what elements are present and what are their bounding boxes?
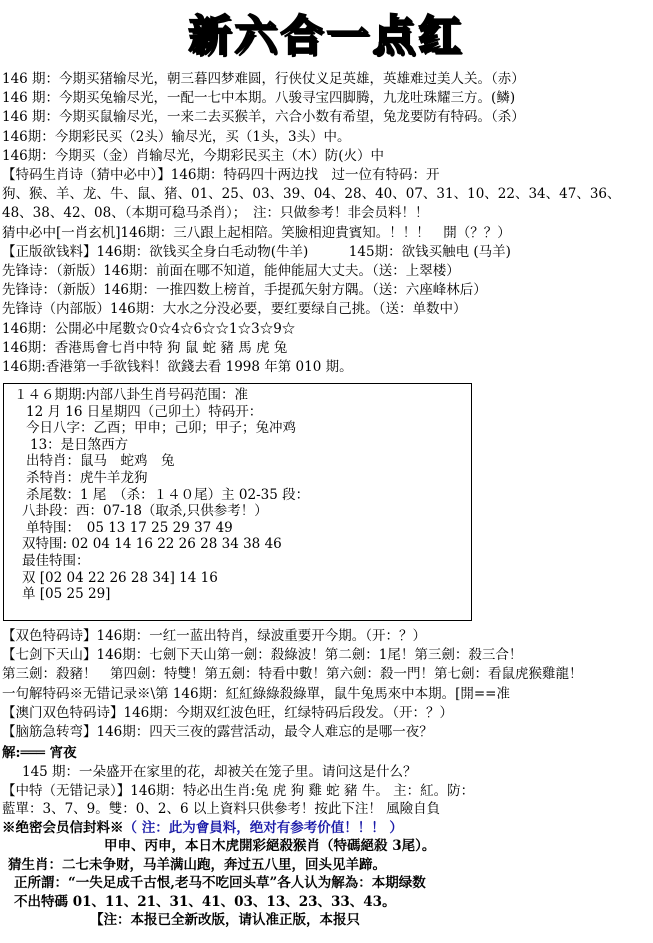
bagua-box: [3, 383, 472, 621]
text-line: 先锋诗：（新版）146期：前面在哪不知道，能伸能屈大丈夫。（送：上翠楼）: [2, 263, 460, 279]
text-line: 【正版欲钱料】146期：欲钱买全身白毛动物(牛羊) 145期：欲钱买触电 (马羊): [2, 243, 511, 260]
bottom-line: 【注：本报已全新改版，请认准正版，本报只: [90, 912, 360, 929]
riddle-line: 145 期：一朵盛开在家里的花，却被关在笼子里。请问这是什么？: [22, 764, 417, 780]
text-line: 一句解特码※无错记录※\第 146期：紅紅綠綠殺綠單，鼠牛兔馬來中本期。[開==准: [2, 685, 510, 702]
zhongte-line: 【中特（无错记录）】146期：特必出生肖:兔 虎 狗 雞 蛇 豬 牛。 主：紅。防：: [2, 783, 475, 799]
bottom-line: 甲申、丙申，本日木虎開彩絕殺猴肖（特碼絕殺 3尾）。: [104, 838, 436, 854]
text-line: 【澳门双色特码诗】146期：今期双红波色旺，红绿特码后段发。（开：？）: [2, 704, 454, 721]
text-line: 146期：香港馬會七肖中特 狗 鼠 蛇 豬 馬 虎 兔: [2, 339, 288, 356]
box-line: 双 [02 04 22 26 28 34] 14 16: [22, 569, 218, 586]
text-line: 146期：公開必中尾數☆0☆4☆6☆☆1☆3☆9☆: [2, 320, 296, 337]
text-line: 狗、猴、羊、龙、牛、鼠、猪、01、25、03、39、04、28、40、07、31、10、22、34、47、36、: [2, 186, 621, 203]
zhongte-line-2: 藍單：3、7、9。雙：0、2、6 以上資料只供參考！按此下注！ 風險自負: [2, 801, 441, 817]
member-label: ※绝密会员信封料※: [2, 820, 124, 836]
text-line: 先锋诗：（新版）146期：一推四数上榜首，手提孤矢射方隅。（送：六座峰林后）: [2, 282, 487, 299]
text-line: 146 期：今期买猪输尽光，朝三暮四梦难圆，行侠仗义足英雄，英雄难过美人关。（赤）: [2, 71, 525, 87]
box-line: 今日八字：乙酉；甲申；己卯；甲子；兔冲鸡: [26, 420, 296, 437]
box-line: 杀特肖：虎牛羊龙狗: [26, 470, 148, 486]
text-line: 先锋诗（内部版）146期：大水之分没必要，要红要绿自己挑。（送：单数中）: [2, 301, 467, 318]
text-line: 【特码生肖诗（猜中必中）】146期：特码四十两边找 过一位有特码：开: [2, 167, 440, 183]
box-line: 八卦段：西：07-18（取杀,只供参考！）: [22, 503, 268, 520]
box-line: 单特围： 05 13 17 25 29 37 49: [26, 519, 233, 536]
box-line: 12 月 16 日星期四（己卯土）特码开：: [26, 403, 263, 420]
text-line: 【双色特码诗】146期：一红一蓝出特肖，绿波重要开今期。（开：？）: [2, 628, 427, 644]
answer-line: 解:═══ 宵夜: [2, 745, 77, 761]
box-line: 最佳特围：: [22, 553, 90, 569]
box-line: 杀尾数：1 尾 （杀：１４０尾）主 02-35 段：: [26, 486, 310, 503]
page-title: 新六合一点红: [188, 11, 465, 60]
box-line: 双特围: 02 04 14 16 22 26 28 34 38 46: [22, 536, 282, 553]
text-line: 第三劍：殺豬！ 第四劍：特雙！第五劍：特看中數！第六劍：殺一門！第七劍：看鼠虎猴雞龍！: [2, 666, 583, 683]
text-line: 146 期：今期买兔输尽光，一配一七中本期。八骏寻宝四脚腾，九龙吐珠耀三方。(鳞): [2, 90, 516, 107]
bottom-line: 不出特碼 01、11、21、31、41、03、13、23、33、43。: [14, 893, 396, 910]
bottom-line: 猜生肖：二七未争财，马羊满山跑，奔过五八里，回头见羊蹄。: [8, 856, 386, 873]
member-note: （ 注：此为會員料，绝对有参考价值！！！ ）: [123, 820, 403, 836]
box-line: 出特肖：鼠马 蛇鸡 兔: [26, 453, 175, 470]
text-line: 猜中必中[一肖玄机]146期：三八跟上起相陪。笑臉相迎貴賓知。！！！ 開（？？）: [2, 224, 511, 241]
box-line: 13：是日煞西方: [30, 436, 129, 453]
text-line: 【七剑下天山】146期：七劍下天山第一劍：殺綠波！第二劍：1尾！第三劍：殺三合！: [2, 647, 523, 664]
text-line: 【脑筋急转弯】146期：四天三夜的露营活动，最令人难忘的是哪一夜？: [2, 724, 433, 740]
box-line: １４６期期:内部八卦生肖号码范围：准: [14, 387, 249, 403]
text-line: 48、38、42、08、（本期可稳马杀肖）； 注：只做参考！非会员料！！: [2, 205, 429, 222]
box-line: 单 [05 25 29]: [22, 586, 111, 603]
member-line: [2, 819, 649, 837]
text-line: 146 期：今期买鼠输尽光，一来二去买猴羊，六合小数有希望，兔龙要防有特码。（杀）: [2, 109, 525, 126]
bottom-line: 正所謂：“一失足成千古恨,老马不吃回头草”各人认为解為：本期绿数: [14, 875, 426, 892]
text-line: 146期:香港第一手欲钱料！欲錢去看 1998 年第 010 期。: [2, 359, 353, 375]
text-line: 146期：今期彩民买（2头）输尽光，买（1头，3头）中。: [2, 128, 351, 145]
text-line: 146期：今期买（金）肖输尽光，今期彩民买主（木）防(火）中: [2, 147, 385, 164]
